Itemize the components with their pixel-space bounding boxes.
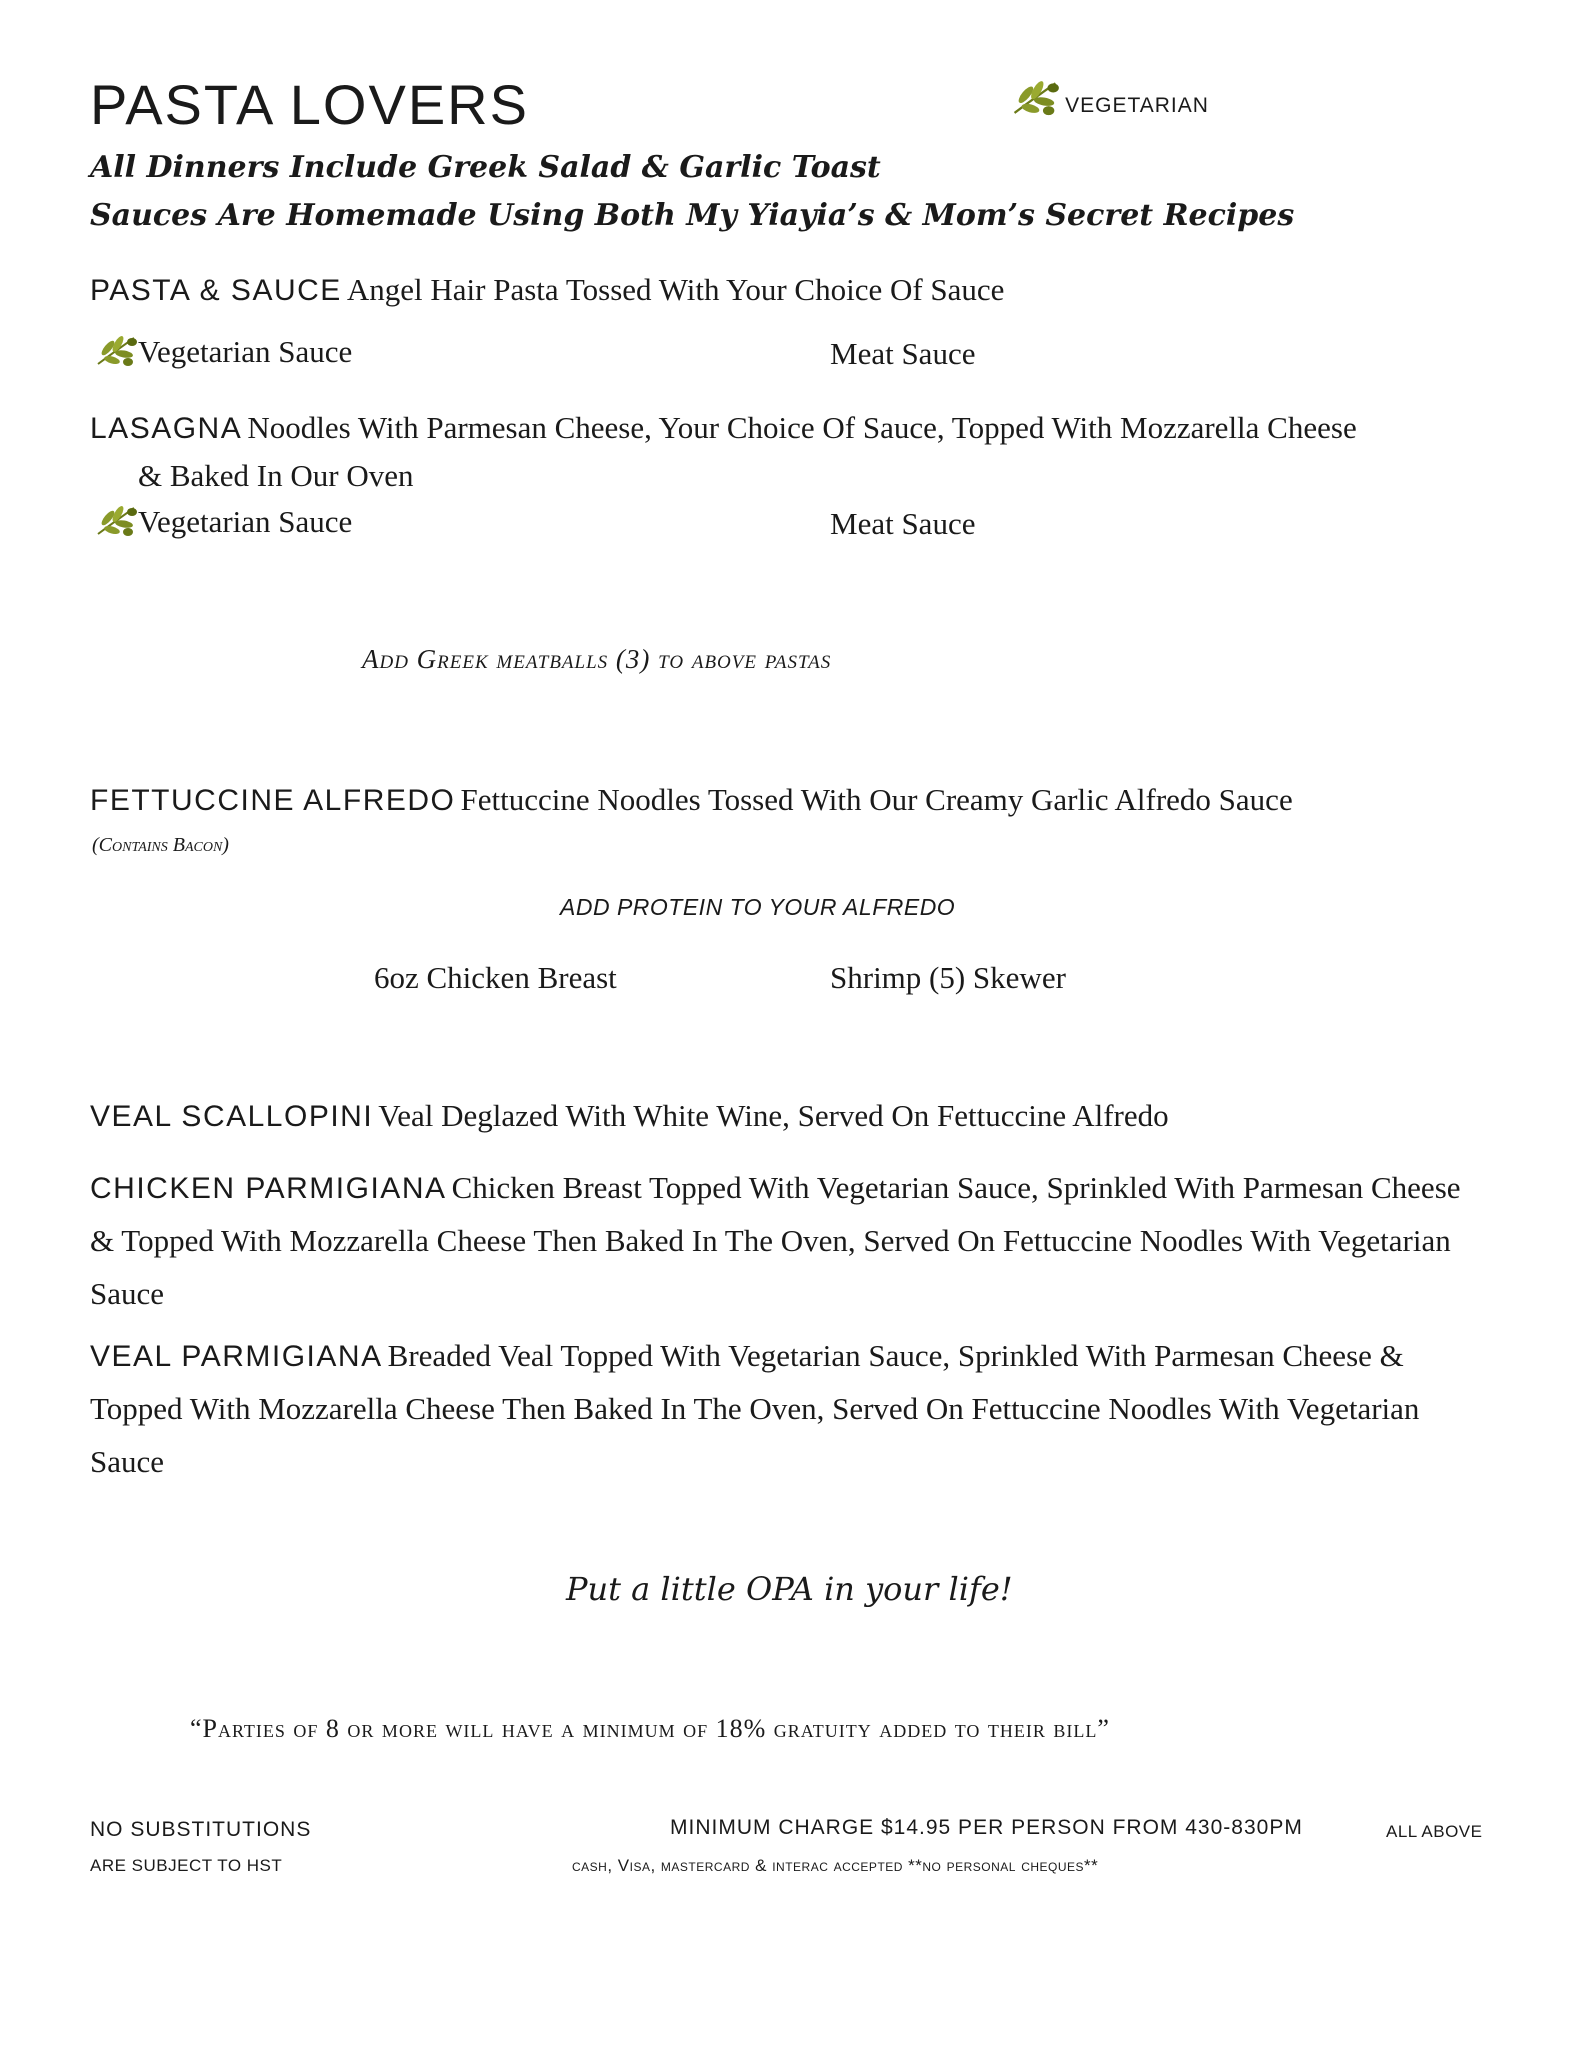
slogan: Put a little OPA in your life! [566,1570,1013,1608]
option-vegetarian-sauce [94,500,352,540]
item-chicken-parmigiana [90,1164,1490,1323]
item-description: Noodles With Parmesan Cheese, Your Choice Of Sauce, Topped With Mozzarella Cheese [247,410,1357,445]
option-meat-sauce: Meat Sauce [830,506,976,541]
item-description: Chicken Breast Topped With Vegetarian Sauce, Sprinkled With Parmesan Cheese & Topped With Mozzarella Cheese Then Baked In The Oven, Served On Fettuccine Noodles With Vegetarian Sauce [90,1170,1461,1311]
item-name: LASAGNA [90,412,243,445]
vegetarian-legend [1010,74,1209,120]
option-chicken-breast: 6oz Chicken Breast [374,960,617,995]
vegetarian-legend-label: VEGETARIAN [1065,94,1209,117]
item-name: FETTUCCINE ALFREDO [90,784,456,817]
option-vegetarian-sauce [94,330,352,370]
item-name: VEAL SCALLOPINI [90,1100,374,1133]
item-description: Veal Deglazed With White Wine, Served On Fettuccine Alfredo [378,1098,1169,1133]
gratuity-notice: “Parties of 8 or more will have a minimum of 18% gratuity added to their bill” [190,1714,1110,1743]
item-name: VEAL PARMIGIANA [90,1340,383,1373]
olive-leaf-icon [94,500,138,540]
item-veal-scallopini [90,1098,1169,1134]
olive-leaf-icon [1010,74,1060,120]
item-description-cont: & Baked In Our Oven [138,458,414,493]
payment-methods: cash, Visa, mastercard & interac accepted **no personal cheques** [572,1856,1099,1875]
all-above: ALL ABOVE [1386,1822,1483,1841]
add-meatballs-note: Add Greek meatballs (3) to above pastas [362,644,832,674]
item-lasagna [90,410,1357,446]
no-substitutions: NO SUBSTITUTIONS [90,1818,312,1841]
contains-bacon-note: (Contains Bacon) [92,834,229,856]
item-name: CHICKEN PARMIGIANA [90,1172,447,1205]
subtitle-dinners: All Dinners Include Greek Salad & Garlic Toast [90,150,881,185]
item-description: Fettuccine Noodles Tossed With Our Creamy Garlic Alfredo Sauce [460,782,1293,817]
item-description: Angel Hair Pasta Tossed With Your Choice Of Sauce [346,272,1005,307]
olive-leaf-icon [94,330,138,370]
option-label: Vegetarian Sauce [138,334,353,369]
hst-notice: ARE SUBJECT TO HST [90,1856,283,1875]
page-title: PASTA LOVERS [90,73,529,136]
subtitle-sauces: Sauces Are Homemade Using Both My Yiayia’s & Mom’s Secret Recipes [90,198,1295,233]
minimum-charge: MINIMUM CHARGE $14.95 PER PERSON FROM 430-830PM [670,1816,1303,1839]
item-fettuccine-alfredo [90,782,1293,818]
add-protein-heading: ADD PROTEIN TO YOUR ALFREDO [560,894,956,920]
option-shrimp-skewer: Shrimp (5) Skewer [830,960,1066,995]
option-meat-sauce: Meat Sauce [830,336,976,371]
item-pasta-sauce [90,272,1004,308]
item-veal-parmigiana [90,1332,1490,1491]
item-description: Breaded Veal Topped With Vegetarian Sauce, Sprinkled With Parmesan Cheese & Topped With Mozzarella Cheese Then Baked In The Oven, Served On Fettuccine Noodles With Vegetarian Sauce [90,1338,1420,1479]
item-name: PASTA & SAUCE [90,274,342,307]
option-label: Vegetarian Sauce [138,504,353,539]
